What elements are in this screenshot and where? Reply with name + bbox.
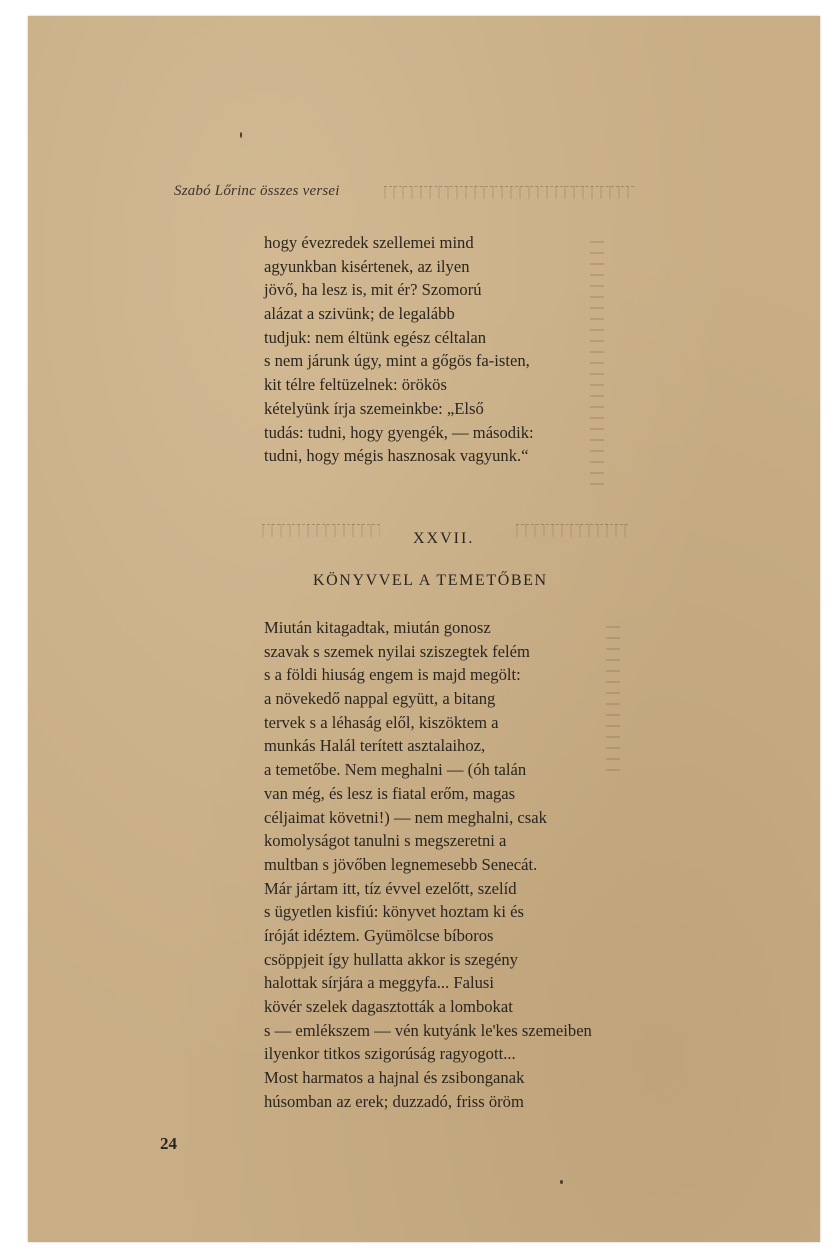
- poem-line: kövér szelek dagasztották a lombokat: [264, 997, 513, 1016]
- poem-line: jövő, ha lesz is, mit ér? Szomorú: [264, 280, 482, 300]
- poem-line: s ügyetlen kisfiú: könyvet hoztam ki és: [264, 902, 524, 922]
- poem-line: tervek s a léhaság elől, kiszöktem a: [264, 712, 499, 732]
- poem-line: komolyságot tanulni s megszeretni a: [264, 831, 507, 851]
- bleed-through-marks: [516, 524, 628, 537]
- bleed-through-marks: [590, 241, 604, 491]
- poem-line: a temetőbe. Nem meghalni — (óh talán: [264, 760, 527, 780]
- poem-line: agyunkban kisértenek, az ilyen: [264, 256, 470, 276]
- poem-line: s a földi hiuság engem is majd megölt:: [264, 665, 521, 685]
- poem-line: csöppjeit így hullatta akkor is szegény: [264, 949, 518, 969]
- poem-line: tudás: tudni, hogy gyengék, — második:: [264, 422, 534, 442]
- poem-line: s nem járunk úgy, mint a gőgös fa-isten,: [264, 351, 530, 371]
- poem-line: halottak sírjára a meggyfa... Falusi: [264, 973, 494, 993]
- poem-line: ilyenkor titkos szigorúság ragyogott...: [264, 1044, 516, 1064]
- poem-line: a növekedő nappal együtt, a bitang: [264, 689, 496, 709]
- poem-line: szavak s szemek nyilai sziszegtek felém: [264, 641, 530, 661]
- poem-title: KÖNYVVEL A TEMETŐBEN: [313, 572, 548, 589]
- running-head: Szabó Lőrinc összes versei: [174, 183, 340, 199]
- poem-line: alázat a szivünk; de legalább: [264, 304, 455, 324]
- bleed-through-marks: [262, 524, 380, 537]
- poem-line: multban s jövőben legnemesebb Senecát.: [264, 854, 538, 874]
- poem-number: XXVII.: [413, 530, 475, 547]
- poem-stanza-main: [264, 616, 592, 1113]
- poem-line: kit télre feltüzelnek: örökös: [264, 375, 447, 395]
- bleed-through-marks: [384, 186, 634, 199]
- poem-line: s — emlékszem — vén kutyánk le'kes szemeiben: [264, 1020, 592, 1040]
- poem-line: tudjuk: nem éltünk egész céltalan: [264, 327, 487, 347]
- poem-line: van még, és lesz is fiatal erőm, magas: [264, 783, 516, 803]
- paper-speck: [240, 132, 242, 138]
- poem-line: húsomban az erek; duzzadó, friss öröm: [264, 1091, 524, 1111]
- poem-line: Most harmatos a hajnal és zsibonganak: [264, 1068, 525, 1088]
- poem-line: céljaimat követni!) — nem meghalni, csak: [264, 807, 547, 827]
- page-number: 24: [160, 1134, 177, 1153]
- book-page: [28, 16, 820, 1242]
- poem-line: íróját idéztem. Gyümölcse bíboros: [264, 925, 494, 945]
- bleed-through-marks: [606, 626, 620, 776]
- paper-speck: [560, 1180, 563, 1184]
- poem-line: Már jártam itt, tíz évvel ezelőtt, szelíd: [264, 878, 517, 898]
- poem-line: hogy évezredek szellemei mind: [264, 233, 474, 252]
- poem-line: munkás Halál terített asztalaihoz,: [264, 736, 486, 756]
- poem-line: kételyünk írja szemeinkbe: „Első: [264, 398, 484, 418]
- poem-stanza-previous: [264, 231, 534, 468]
- poem-line: Miután kitagadtak, miután gonosz: [264, 618, 491, 637]
- poem-line: tudni, hogy mégis hasznosak vagyunk.“: [264, 446, 529, 466]
